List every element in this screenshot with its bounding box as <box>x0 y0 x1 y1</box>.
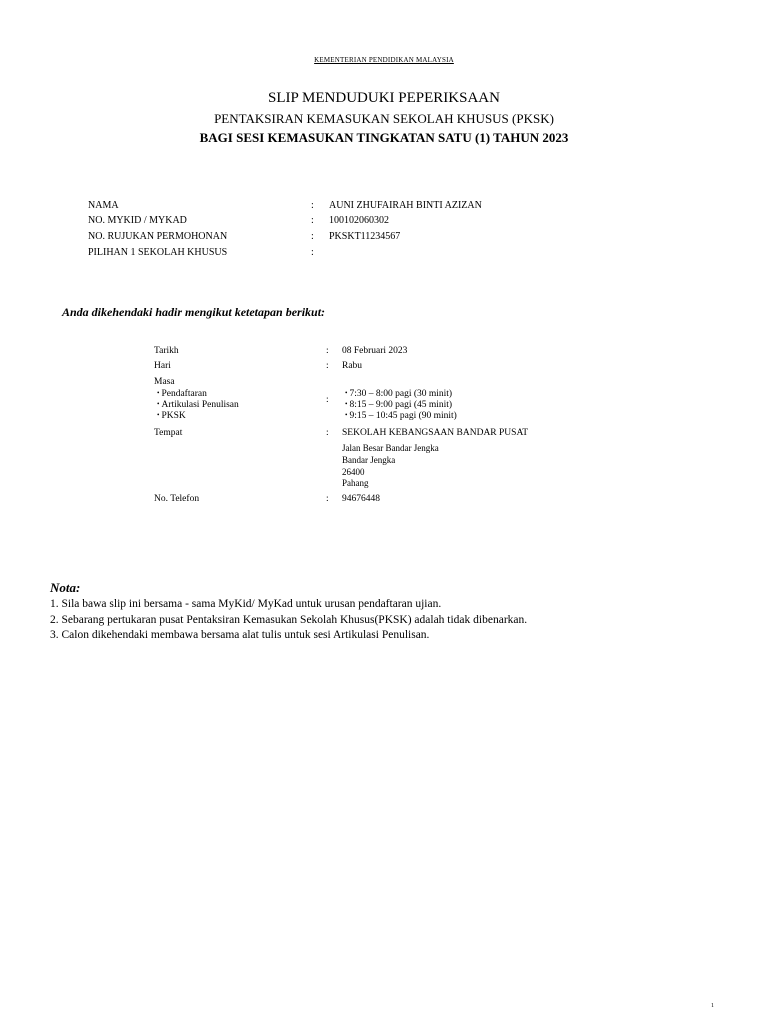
date-colon: : <box>326 346 329 356</box>
notes-title: Nota: <box>50 580 81 595</box>
day-value: Rabu <box>342 361 363 371</box>
name-value: AUNI ZHUFAIRAH BINTI AZIZAN <box>329 200 482 211</box>
day-label: Hari <box>154 361 171 371</box>
time-label: Masa <box>154 377 175 387</box>
document-subtitle-2: BAGI SESI KEMASUKAN TINGKATAN SATU (1) TAHUN 2023 <box>199 130 569 145</box>
address-line-1: Jalan Besar Bandar Jengka <box>342 443 439 453</box>
mykid-label: NO. MYKID / MYKAD <box>88 215 187 226</box>
reference-colon: : <box>311 231 314 242</box>
session-name-pksk: • PKSK <box>157 411 186 421</box>
school-choice-label: PILIHAN 1 SEKOLAH KHUSUS <box>88 247 228 258</box>
phone-colon: : <box>326 494 329 504</box>
venue-colon: : <box>326 428 329 438</box>
address-line-4: Pahang <box>342 478 369 488</box>
ministry-name: KEMENTERIAN PENDIDIKAN MALAYSIA <box>314 56 454 64</box>
instruction-heading: Anda dikehendaki hadir mengikut ketetapan berikut: <box>62 305 326 319</box>
reference-label: NO. RUJUKAN PERMOHONAN <box>88 231 228 242</box>
venue-label: Tempat <box>154 428 183 438</box>
phone-label: No. Telefon <box>154 494 200 504</box>
note-item-3: 3. Calon dikehendaki membawa bersama alat tulis untuk sesi Artikulasi Penulisan. <box>50 629 430 641</box>
session-name-registration: • Pendaftaran <box>157 389 207 399</box>
date-label: Tarikh <box>154 346 179 356</box>
school-choice-colon: : <box>311 247 314 258</box>
address-line-2: Bandar Jengka <box>342 455 396 465</box>
session-time-pksk: • 9:15 – 10:45 pagi (90 minit) <box>345 411 457 421</box>
session-time-writing: • 8:15 – 9:00 pagi (45 minit) <box>345 400 452 410</box>
page-number: 1 <box>711 1003 714 1009</box>
mykid-value: 100102060302 <box>329 215 389 226</box>
venue-name: SEKOLAH KEBANGSAAN BANDAR PUSAT <box>342 428 529 438</box>
name-label: NAMA <box>88 200 119 211</box>
session-time-registration: • 7:30 – 8:00 pagi (30 minit) <box>345 389 452 399</box>
note-item-2: 2. Sebarang pertukaran pusat Pentaksiran Kemasukan Sekolah Khusus(PKSK) adalah tidak dibenarkan. <box>50 614 528 626</box>
time-colon: : <box>326 395 329 405</box>
day-colon: : <box>326 361 329 371</box>
note-item-1: 1. Sila bawa slip ini bersama - sama MyKid/ MyKad untuk urusan pendaftaran ujian. <box>50 598 442 610</box>
document-subtitle-1: PENTAKSIRAN KEMASUKAN SEKOLAH KHUSUS (PKSK) <box>214 111 554 126</box>
reference-value: PKSKT11234567 <box>329 231 401 242</box>
mykid-colon: : <box>311 215 314 226</box>
phone-value: 94676448 <box>342 494 380 504</box>
document-title: SLIP MENDUDUKI PEPERIKSAAN <box>268 90 500 106</box>
name-colon: : <box>311 200 314 211</box>
session-name-writing: • Artikulasi Penulisan <box>157 400 239 410</box>
address-line-3: 26400 <box>342 467 365 477</box>
date-value: 08 Februari 2023 <box>342 346 408 356</box>
